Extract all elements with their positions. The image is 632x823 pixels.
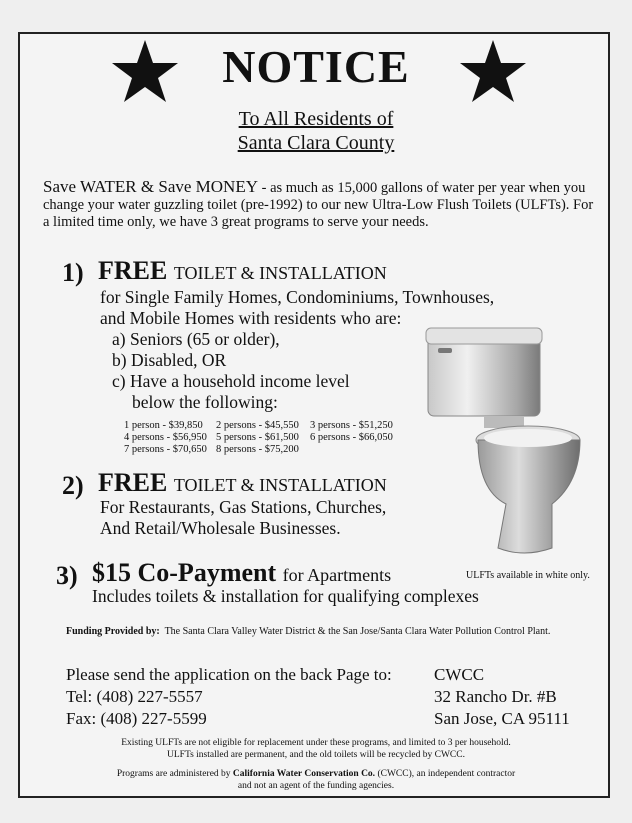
income-cell: 6 persons - $66,050 — [310, 432, 393, 443]
program-1-below: below the following: — [132, 392, 278, 412]
program-1-heading — [98, 256, 387, 286]
program-3-heading — [92, 558, 391, 588]
income-cell: 3 persons - $51,250 — [310, 420, 393, 431]
program-2-heading — [98, 468, 387, 498]
program-1-desc-1: for Single Family Homes, Condominiums, Townhouses, — [100, 287, 495, 307]
contact-address — [434, 664, 570, 730]
program-1-free: FREE — [98, 256, 168, 285]
program-1-item-b: b) Disabled, OR — [112, 350, 227, 370]
program-2-title: TOILET & INSTALLATION — [173, 475, 387, 495]
intro-paragraph — [43, 178, 598, 231]
program-1-item-a: a) Seniors (65 or older), — [112, 329, 280, 349]
program-2-number: 2) — [62, 471, 84, 500]
program-1-number: 1) — [62, 258, 84, 287]
program-3-desc: Includes toilets & installation for qualifying complexes — [92, 586, 479, 606]
program-3-copay: $15 Co-Payment — [92, 558, 277, 587]
page-title: NOTICE — [222, 41, 410, 92]
income-cell: 4 persons - $56,950 — [124, 432, 207, 443]
income-cell: 8 persons - $75,200 — [216, 444, 299, 455]
program-2-free: FREE — [98, 468, 168, 497]
funding-line — [66, 626, 550, 637]
footer-note-2: ULFTs installed are permanent, and the old toilets will be recycled by CWCC. — [167, 750, 465, 760]
income-cell: 5 persons - $61,500 — [216, 432, 299, 443]
contact-left — [66, 664, 392, 730]
program-3-for: for Apartments — [282, 565, 392, 585]
address-city: San Jose, CA 95111 — [434, 709, 570, 728]
telephone: Tel: (408) 227-5557 — [66, 687, 203, 706]
footer-note-4: and not an agent of the funding agencies. — [237, 781, 395, 791]
address-street: 32 Rancho Dr. #B — [434, 687, 557, 706]
funding-label: Funding Provided by: — [66, 626, 160, 637]
send-instruction: Please send the application on the back Page to: — [66, 665, 392, 684]
program-1-desc-2: and Mobile Homes with residents who are: — [100, 308, 402, 328]
program-3-note: ULFTs available in white only. — [466, 570, 590, 581]
program-2-desc-2: And Retail/Wholesale Businesses. — [100, 518, 341, 538]
subtitle-line-2: Santa Clara County — [237, 132, 395, 154]
address-org: CWCC — [434, 665, 485, 684]
footer-note-1: Existing ULFTs are not eligible for replacement under these programs, and limited to 3 per household. — [121, 738, 511, 748]
intro-text: - as much as 15,000 gallons of water per year when you change your water guzzling toilet (pre-1992) to our new Ultra-Low Flush Toilets (ULFTs). For a limited time only, we have 3 great programs to serve your needs. — [43, 180, 594, 230]
program-1-title: TOILET & INSTALLATION — [173, 263, 387, 283]
toilet-image — [424, 322, 584, 562]
footer-org: California Water Conservation Co. — [232, 769, 376, 779]
program-3-number: 3) — [56, 561, 78, 590]
income-cell: 1 person - $39,850 — [124, 420, 203, 431]
subtitle-line-1: To All Residents of — [238, 108, 394, 130]
program-2-desc-1: For Restaurants, Gas Stations, Churches, — [100, 497, 387, 517]
income-cell: 7 persons - $70,650 — [124, 444, 207, 455]
fax: Fax: (408) 227-5599 — [66, 709, 207, 728]
funding-text: The Santa Clara Valley Water District & the San Jose/Santa Clara Water Pollution Control Plant. — [164, 626, 551, 637]
program-1-item-c: c) Have a household income level — [112, 371, 350, 391]
intro-lead: Save WATER & Save MONEY — [43, 177, 258, 196]
income-cell: 2 persons - $45,550 — [216, 420, 299, 431]
footer-note-3: Programs are administered by California Water Conservation Co. (CWCC), an independent contractor — [116, 769, 516, 779]
